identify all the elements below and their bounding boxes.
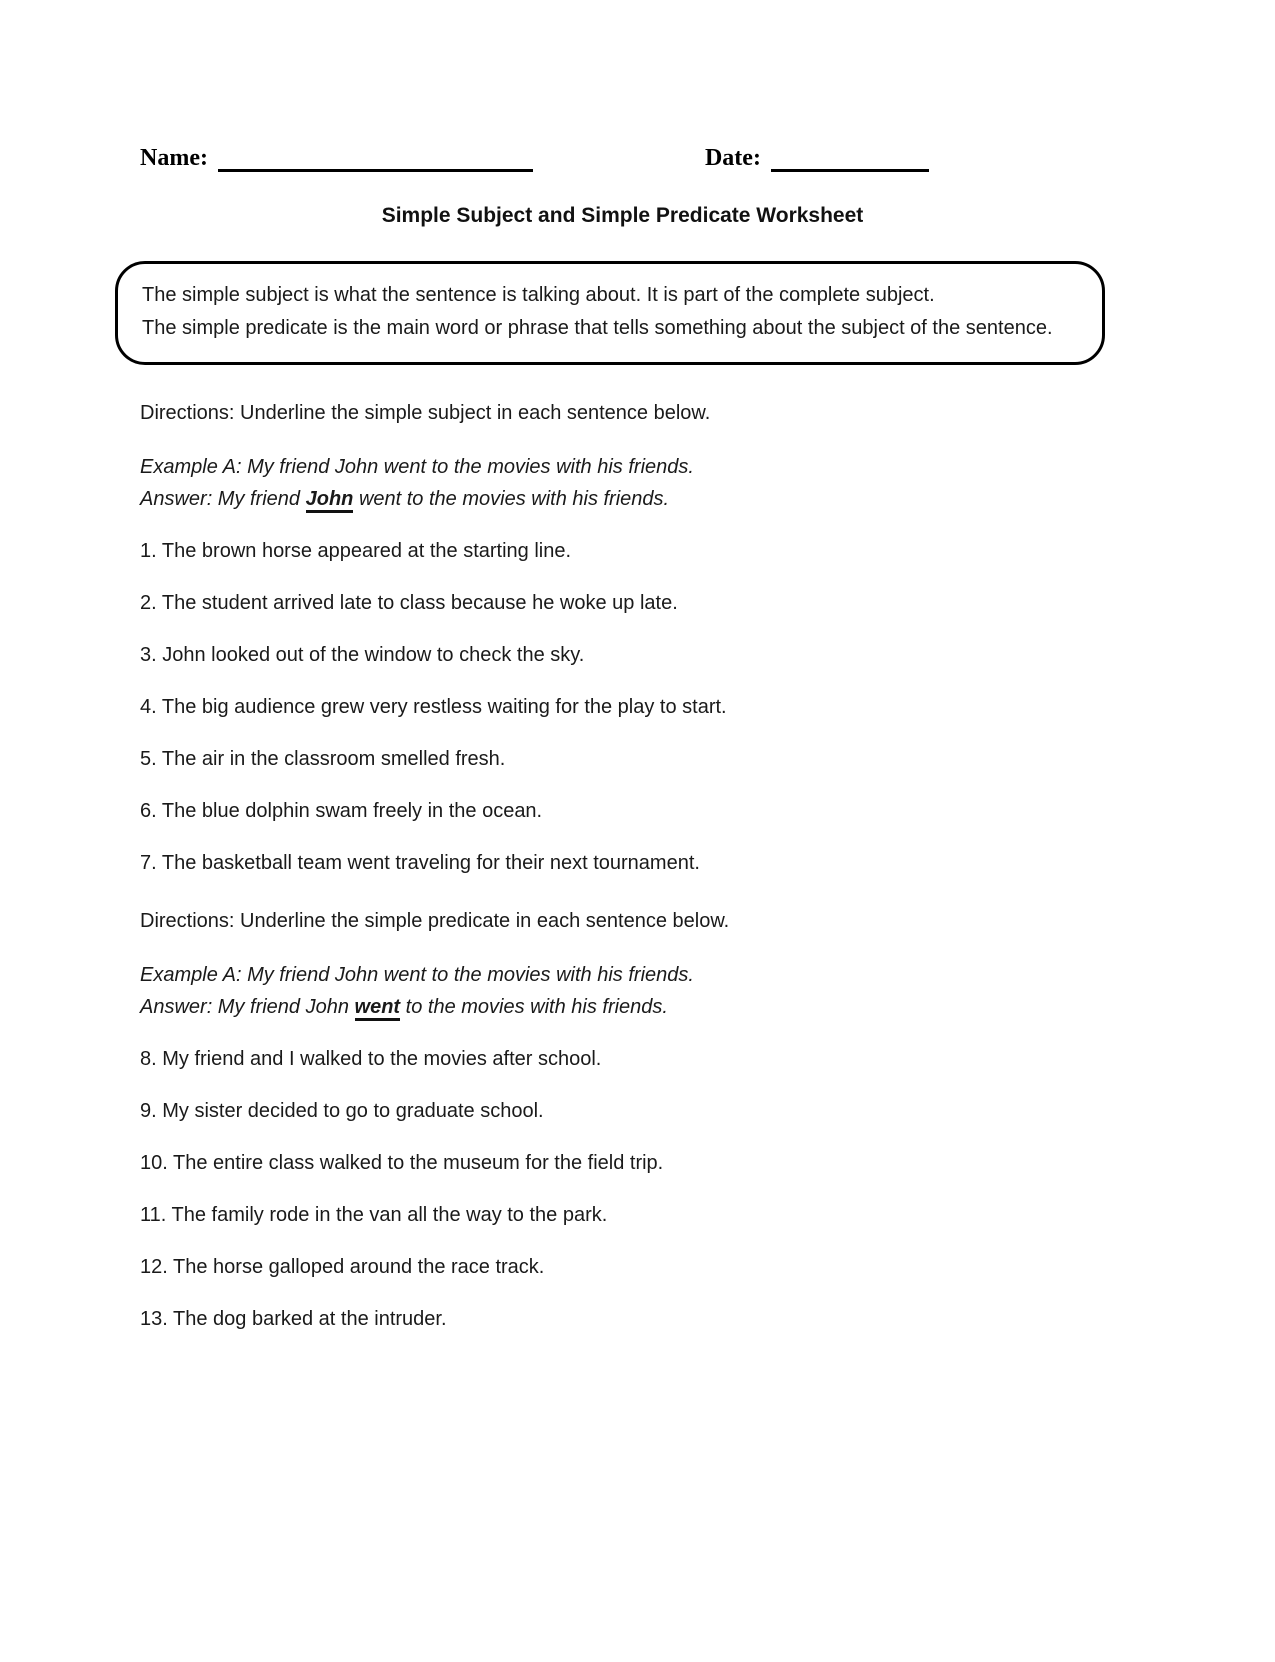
sentence-item	[140, 748, 1105, 770]
header	[140, 142, 1105, 172]
date-field[interactable]	[771, 146, 929, 172]
worksheet-body	[140, 402, 1105, 1330]
sentence-text: The family rode in the van all the way to the park.	[171, 1204, 608, 1226]
info-box-line: The simple predicate is the main word or phrase that tells something about the subject of the sentence.	[142, 317, 1053, 339]
directions-simple-subject: Directions: Underline the simple subject in each sentence below.	[140, 402, 711, 424]
sentence-text: The dog barked at the intruder.	[173, 1308, 447, 1330]
sentence-text: The horse galloped around the race track.	[173, 1256, 545, 1278]
sentence-item	[140, 1204, 1105, 1226]
sentence-text: The big audience grew very restless waiting for the play to start.	[161, 696, 727, 718]
example-answer-suffix: to the movies with his friends.	[400, 996, 668, 1018]
underlined-answer-word: John	[306, 488, 354, 513]
example-answer-suffix: went to the movies with his friends.	[353, 488, 670, 510]
sentence-text: The blue dolphin swam freely in the ocean.	[161, 800, 543, 822]
sentence-number: 7.	[140, 852, 157, 874]
sentence-number: 10.	[140, 1152, 168, 1174]
underlined-answer-word: went	[355, 996, 401, 1021]
sentence-number: 8.	[140, 1048, 157, 1070]
name-field[interactable]	[218, 146, 533, 172]
directions-simple-predicate: Directions: Underline the simple predicate in each sentence below.	[140, 910, 730, 932]
sentence-item	[140, 1048, 1105, 1070]
sentence-text: The air in the classroom smelled fresh.	[161, 748, 506, 770]
sentence-item	[140, 696, 1105, 718]
sentence-text: John looked out of the window to check the sky.	[162, 644, 585, 666]
sentence-item	[140, 1100, 1105, 1122]
sentence-item	[140, 800, 1105, 822]
sentence-number: 11.	[140, 1204, 167, 1226]
sentence-text: My sister decided to go to graduate school.	[162, 1100, 544, 1122]
sentence-number: 6.	[140, 800, 157, 822]
sentence-number: 5.	[140, 748, 157, 770]
example-prompt: Example A: My friend John went to the movies with his friends.	[140, 964, 694, 986]
example-prompt: Example A: My friend John went to the movies with his friends.	[140, 456, 694, 478]
sentence-number: 3.	[140, 644, 157, 666]
sentence-item	[140, 1308, 1105, 1330]
sentence-item	[140, 1152, 1105, 1174]
sentence-number: 1.	[140, 540, 157, 562]
sentences-simple-subject-list	[140, 540, 1105, 874]
sentence-number: 9.	[140, 1100, 157, 1122]
example-answer-prefix: Answer: My friend	[140, 488, 306, 510]
sentence-number: 2.	[140, 592, 157, 614]
example-block-subject	[140, 456, 1105, 510]
sentence-number: 4.	[140, 696, 157, 718]
sentence-text: The student arrived late to class because he woke up late.	[161, 592, 678, 614]
sentence-item	[140, 1256, 1105, 1278]
sentence-text: The basketball team went traveling for their next tournament.	[161, 852, 700, 874]
name-label: Name:	[140, 145, 208, 171]
sentence-text: My friend and I walked to the movies after school.	[162, 1048, 602, 1070]
example-answer-prefix: Answer: My friend John	[140, 996, 355, 1018]
sentence-number: 12.	[140, 1256, 168, 1278]
example-answer	[140, 488, 1105, 510]
sentence-number: 13.	[140, 1308, 168, 1330]
sentence-item	[140, 852, 1105, 874]
sentence-item	[140, 644, 1105, 666]
info-box	[115, 261, 1105, 365]
date-label: Date:	[704, 145, 761, 171]
page-title: Simple Subject and Simple Predicate Worksheet	[381, 204, 864, 227]
sentence-item	[140, 540, 1105, 562]
sentence-text: The brown horse appeared at the starting line.	[161, 540, 572, 562]
sentences-simple-predicate-list	[140, 1048, 1105, 1330]
sentence-text: The entire class walked to the museum for the field trip.	[173, 1152, 664, 1174]
example-answer	[140, 996, 1105, 1018]
sentence-item	[140, 592, 1105, 614]
info-box-line: The simple subject is what the sentence is talking about. It is part of the complete subject.	[142, 284, 935, 306]
example-block-predicate	[140, 964, 1105, 1018]
